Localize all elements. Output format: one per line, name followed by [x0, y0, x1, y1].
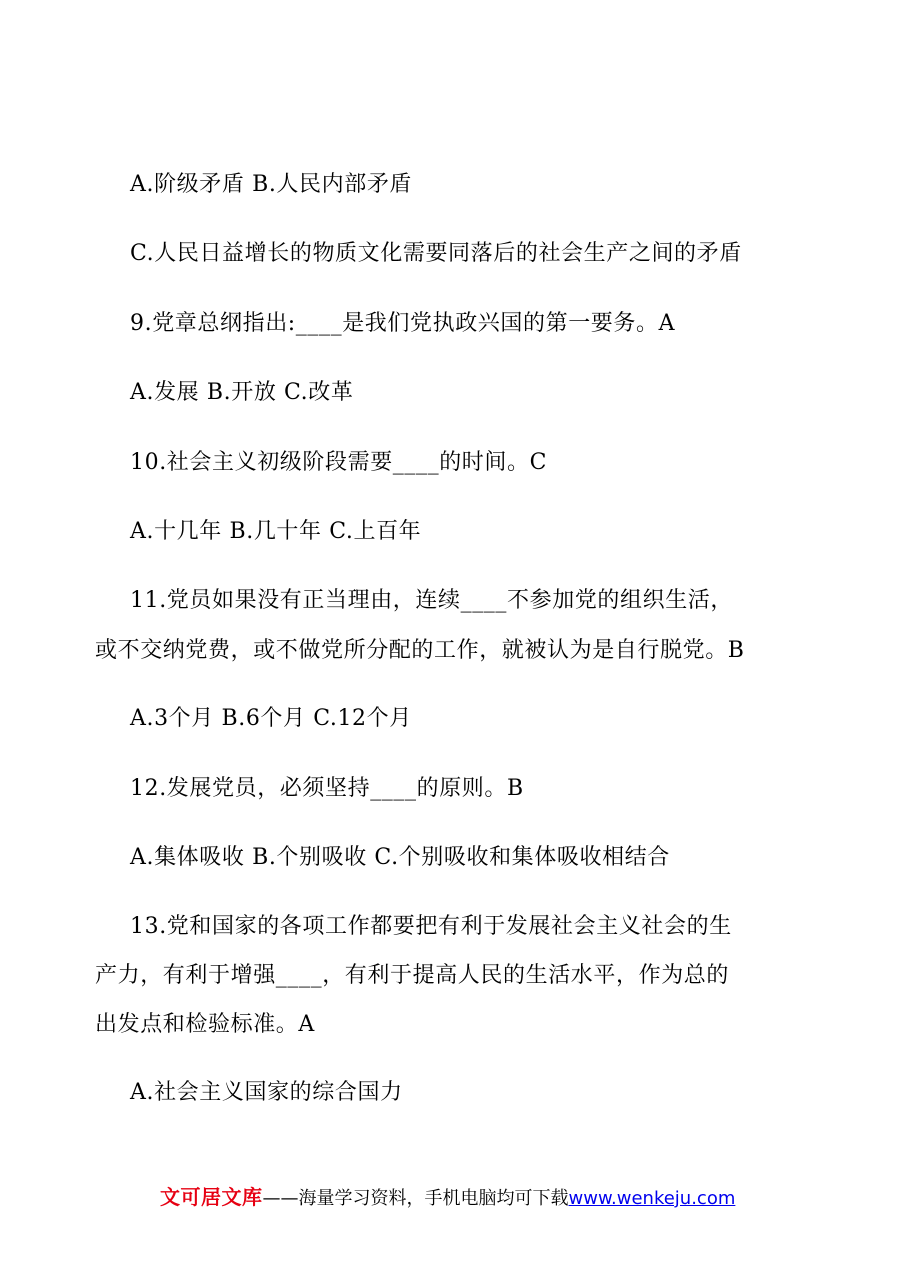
answer-options-line: A.集体吸收 B.个别吸收 C.个别吸收和集体吸收相结合 [130, 845, 670, 870]
question-12: 12.发展党员，必须坚持____的原则。B [130, 776, 524, 801]
answer-options-line: A.十几年 B.几十年 C.上百年 [130, 519, 422, 544]
page-footer [160, 1182, 780, 1212]
question-13-line-2: 产力，有利于增强____，有利于提高人民的生活水平，作为总的 [95, 963, 730, 988]
question-9: 9.党章总纲指出:____是我们党执政兴国的第一要务。A [130, 311, 676, 336]
answer-option-line: C.人民日益增长的物质文化需要同落后的社会生产之间的矛盾 [130, 241, 742, 266]
footer-tagline: ——海量学习资料，手机电脑均可下载 [262, 1188, 569, 1209]
question-11-line-1: 11.党员如果没有正当理由，连续____不参加党的组织生活， [130, 588, 733, 613]
answer-options-line: A.3个月 B.6个月 C.12个月 [130, 706, 412, 731]
answer-option-line: A.社会主义国家的综合国力 [130, 1080, 403, 1105]
answer-options-line: A.发展 B.开放 C.改革 [130, 380, 354, 405]
question-11-line-2: 或不交纳党费，或不做党所分配的工作，就被认为是自行脱党。B [95, 638, 745, 663]
answer-options-line: A.阶级矛盾 B.人民内部矛盾 [130, 172, 413, 197]
brand-name: 文可居文库 [160, 1185, 263, 1209]
website-link[interactable]: www.wenkeju.com [568, 1188, 736, 1209]
question-13-line-1: 13.党和国家的各项工作都要把有利于发展社会主义社会的生 [130, 914, 732, 939]
question-10: 10.社会主义初级阶段需要____的时间。C [130, 450, 548, 475]
question-13-line-3: 出发点和检验标准。A [95, 1012, 315, 1037]
